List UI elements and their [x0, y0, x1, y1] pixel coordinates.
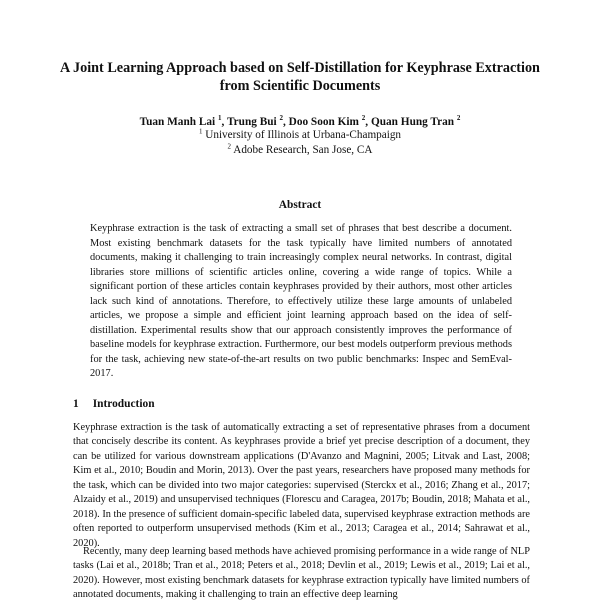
abstract-text: Keyphrase extraction is the task of extracting a small set of phrases that best describe a document. Most existing benchmark datasets for the task typically have limited numbers of annotated documents, making it challenging to train increasingly complex neural networks. In contrast, digital libraries store millions of scientific articles online, covering a wide range of topics. While a significant portion of these articles contain keyphrases provided by their authors, most other articles lack such kind of annotations. Therefore, to effectively utilize these large amounts of unlabeled articles, we propose a simple and efficient joint learning approach based on the idea of self-distillation. Experimental results show that our approach consistently improves the performance of baseline models for keyphrase extraction. Furthermore, our best models outperform previous methods for the task, achieving new state-of-the-art results on two public benchmarks: Inspec and SemEval-2017. — [90, 223, 512, 380]
section-heading — [73, 398, 155, 410]
author-affiliation-mark: 2 — [456, 114, 461, 123]
affiliation-text: University of Illinois at Urbana-Champaign — [205, 129, 402, 141]
author-name: Doo Soon Kim — [288, 116, 359, 128]
author-name: Quan Hung Tran — [370, 116, 455, 128]
author-affiliation-mark: 2 — [279, 114, 283, 123]
intro-paragraph: Recently, many deep learning based methods have achieved promising performance in a wide range of NLP tasks (Lai et al., 2018b; Tran et al., 2018; Peters et al., 2018; Devlin et al., 2019; Lewis et al., 2019; Lai et al., 2020). However, most existing benchmark datasets for keyphrase extraction typically have limited numbers of annotated documents, making it challenging to train an effective deep learning — [73, 546, 530, 600]
author-name: Tuan Manh Lai — [139, 116, 216, 128]
section-title: Introduction — [92, 398, 155, 410]
abstract-heading: Abstract — [278, 199, 322, 211]
paper-title: A Joint Learning Approach based on Self-Distillation for Keyphrase Extraction from Scientific Documents — [60, 60, 540, 94]
affiliation-text: Adobe Research, San Jose, CA — [233, 144, 373, 156]
author-list: Tuan Manh Lai $^1$, Trung Bui $^2$, Doo Soon Kim $^2$, Quan Hung Tran $^2$ — [139, 114, 461, 128]
intro-paragraph: Keyphrase extraction is the task of automatically extracting a set of representative phrases from a document that concisely describe its content. As keyphrases provide a brief yet precise description of a document, they can be utilized for various downstream applications (D'Avanzo and Magnini, 2005; Litvak and Last, 2008; Kim et al., 2010; Boudin and Morin, 2013). Over the past years, researchers have proposed many methods for the task, which can be divided into two major categories: supervised (Sterckx et al., 2016; Zhang et al., 2017; Alzaidy et al., 2019) and unsupervised techniques (Florescu and Caragea, 2017b; Boudin, 2018; Mahata et al., 2018). In the presence of sufficient domain-specific labeled data, supervised keyphrase extraction methods are often reported to outperform unsupervised methods (Kim et al., 2013; Caragea et al., 2014; Sahrawat et al., 2020). — [73, 422, 530, 549]
affiliation-mark: 1 — [198, 127, 203, 136]
section-number: 1 — [73, 398, 79, 410]
author-affiliation-mark: 1 — [218, 114, 222, 123]
affiliation-line — [60, 143, 540, 157]
author-name: Trung Bui — [226, 116, 277, 128]
author-affiliation-mark: 2 — [361, 114, 366, 123]
affiliation-mark: 2 — [227, 142, 232, 151]
affiliation-line — [60, 128, 540, 142]
